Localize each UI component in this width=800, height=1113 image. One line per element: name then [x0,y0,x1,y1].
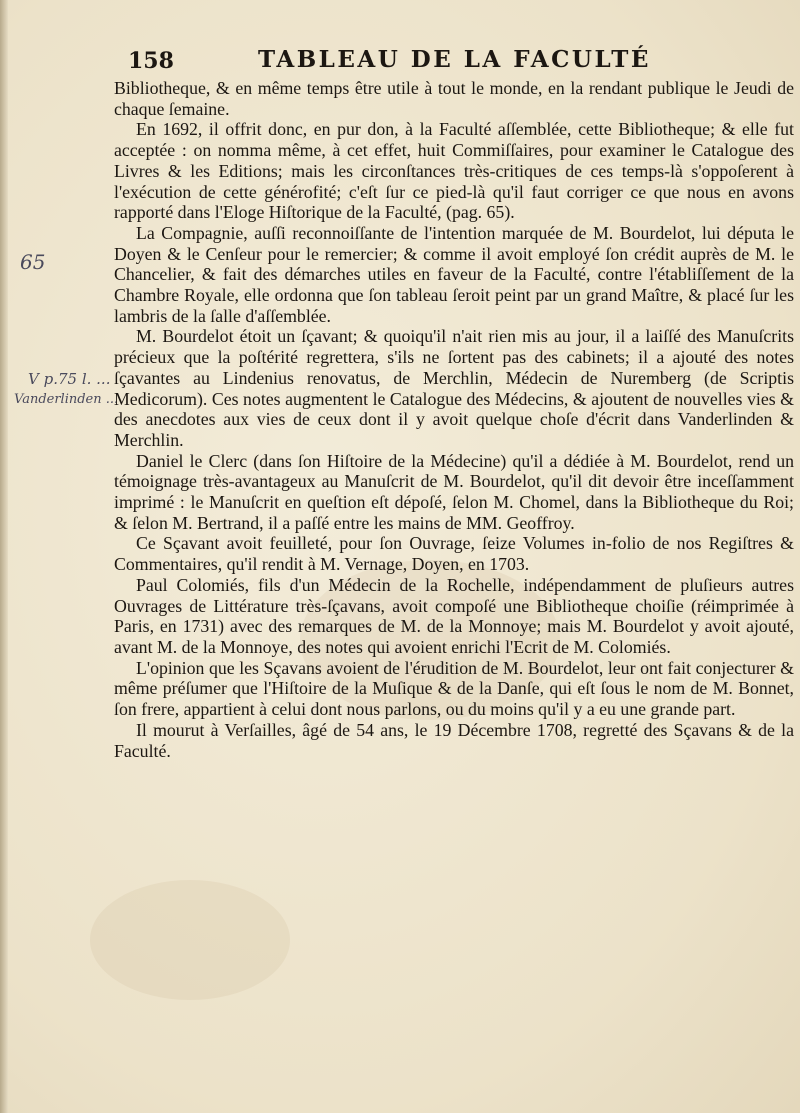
margin-note: 65 [20,250,46,274]
paragraph: L'opinion que les Sçavans avoient de l'érudition de M. Bourdelot, leur ont fait conjecturer & même préſumer que l'Hiſtoire de la Muſique & de la Danſe, qui eſt ſous le nom de M. Bonnet, ſon frere, appartient à celui dont nous parlons, ou du moins qu'il y a eu une grande part. [114,657,794,720]
paragraph: En 1692, il offrit donc, en pur don, à la Faculté aſſemblée, cette Bibliotheque; & elle fut acceptée : on nomma même, à cet effet, huit Commiſſaires, pour examiner le Catalogue des Livres & les Editions; mais les circonſtances très-critiques de ces temps-là s'oppoſerent à l'exécution de cette générofité; c'eſt ſur ce pied-là qu'il faut corriger ce que nous en avons rapporté dans l'Eloge Hiſtorique de la Faculté, (pag. 65). [114,119,794,223]
page-header [128,44,658,74]
paragraph: Il mourut à Verſailles, âgé de 54 ans, le 19 Décembre 1708, regretté des Sçavans & de la Faculté. [114,719,794,761]
page-number: 158 [128,48,174,74]
body-text [114,78,794,761]
paragraph: Daniel le Clerc (dans ſon Hiſtoire de la Médecine) qu'il a dédiée à M. Bourdelot, rend un témoignage très-avantageux au Manuſcrit de M. Bourdelot, qu'il dit devoir être inceſſamment imprimé : le Manuſcrit en queſtion eſt dépoſé, ſelon M. Chomel, dans la Bibliotheque du Roi; & ſelon M. Bertrand, il a paſſé entre les mains de MM. Geoffroy. [114,450,794,533]
paragraph: Paul Colomiés, fils d'un Médecin de la Rochelle, indépendamment de pluſieurs autres Ouvrages de Littérature très-ſçavans, avoit compoſé une Bibliotheque choiſie (réimprimée à Paris, en 1731) avec des remarques de M. de la Monnoye; mais M. Bourdelot y avoit ajouté, avant M. de la Monnoye, des notes qui avoient enrichi l'Ecrit de M. Colomiés. [114,574,794,657]
margin-note: V p.75 l. ... [28,370,111,388]
paragraph: M. Bourdelot étoit un ſçavant; & quoiqu'il n'ait rien mis au jour, il a laiſſé des Manuſcrits précieux que la poſtérité regrettera, s'ils ne ſortent pas des cabinets; il a ajouté des notes ſçavantes au Lindenius renovatus, de Merchlin, Médecin de Nuremberg (de Scriptis Medicorum). Ces notes augmentent le Catalogue des Médecins, & ajoutent de nouvelles vies & des anecdotes aux vies de ceux dont il y avoit quelque choſe d'écrit dans Vanderlinden & Merchlin. [114,326,794,450]
paper-stain [90,880,290,1000]
running-title: TABLEAU DE LA FACULTÉ [258,46,651,73]
paragraph: La Compagnie, auſſi reconnoiſſante de l'intention marquée de M. Bourdelot, lui députa le Doyen & le Cenſeur pour le remercier; & comme il avoit employé ſon crédit auprès de M. le Chancelier, & fait des démarches utiles en faveur de la Faculté, contre l'établiſſement de la Chambre Royale, elle ordonna que ſon tableau ſeroit peint par un grand Maître, & placé ſur les lambris de la ſalle d'aſſemblée. [114,222,794,326]
paragraph: Bibliotheque, & en même temps être utile à tout le monde, en la rendant publique le Jeudi de chaque ſemaine. [114,78,794,119]
paragraph: Ce Sçavant avoit feuilleté, pour ſon Ouvrage, ſeize Volumes in-folio de nos Regiſtres & Commentaires, qu'il rendit à M. Vernage, Doyen, en 1703. [114,533,794,575]
page-gutter [0,0,8,1113]
margin-note: Vanderlinden ... [14,392,119,407]
